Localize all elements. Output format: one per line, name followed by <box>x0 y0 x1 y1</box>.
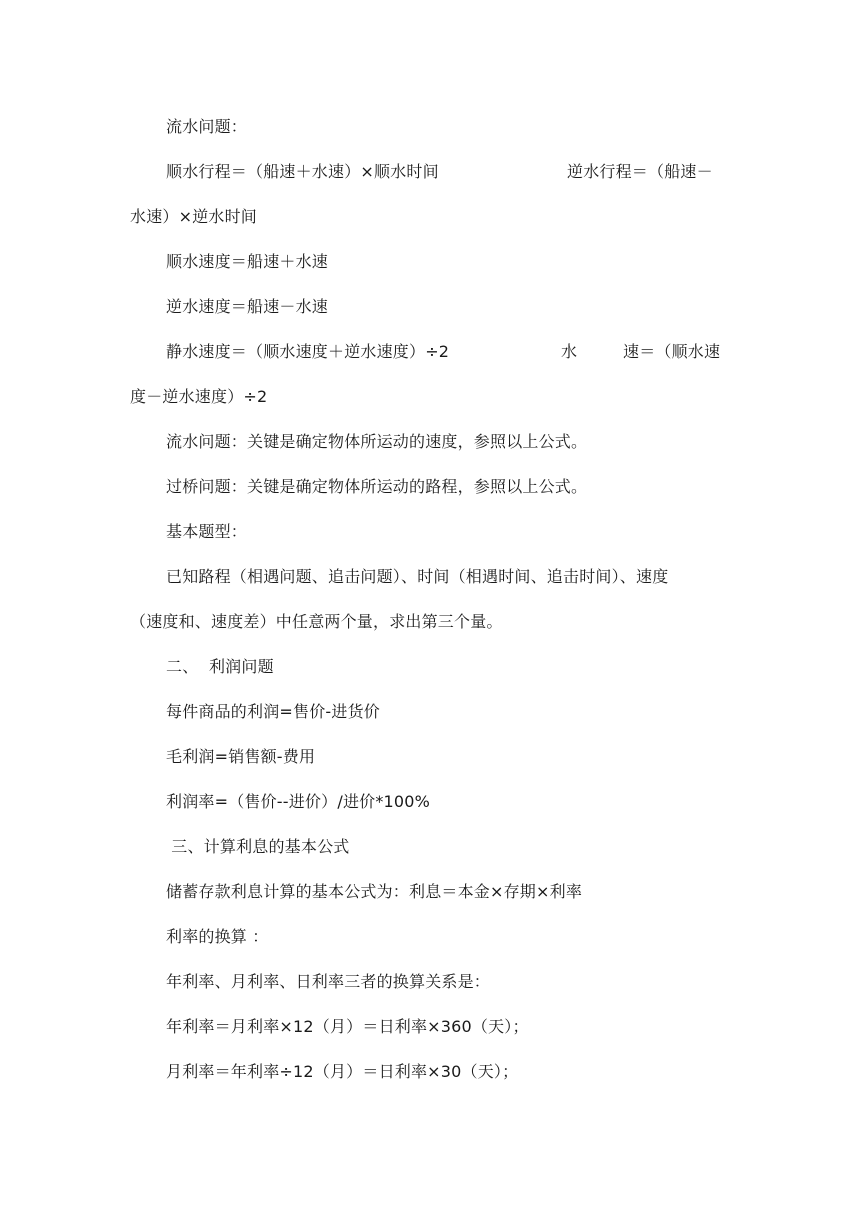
line-basic-types: 基本题型： <box>166 522 248 541</box>
line-annual-rate: 年利率＝月利率×12（月）＝日利率×360（天）； <box>166 1017 529 1036</box>
line-current-speed-end: 度－逆水速度）÷2 <box>130 387 268 406</box>
line-current-speed-label-2: 速＝（顺水速 <box>623 342 721 361</box>
line-rate-conversion: 利率的换算 ： <box>166 927 269 946</box>
section-heading-interest: 三、计算利息的基本公式 <box>166 837 350 856</box>
line-downstream-speed: 顺水速度＝船速＋水速 <box>166 252 329 271</box>
line-gross-profit: 毛利润=销售额-费用 <box>166 747 316 766</box>
line-still-water-speed: 静水速度＝（顺水速度＋逆水速度）÷2 <box>166 342 450 361</box>
line-profit-rate: 利润率=（售价--进价）/进价*100% <box>166 792 431 811</box>
section-heading-profit: 二、 利润问题 <box>166 657 274 676</box>
line-flow-problem-heading: 流水问题： <box>166 117 248 136</box>
line-current-speed-label-1: 水 <box>561 342 578 361</box>
line-conversion-relation: 年利率、月利率、日利率三者的换算关系是： <box>166 972 491 991</box>
line-upstream-distance-start: 逆水行程＝（船速－ <box>567 162 713 181</box>
line-bridge-key: 过桥问题：关键是确定物体所运动的路程，参照以上公式。 <box>166 477 588 496</box>
line-known-quantities: 已知路程（相遇问题、追击问题）、时间（相遇时间、追击时间）、速度 <box>166 567 669 586</box>
line-interest-formula: 储蓄存款利息计算的基本公式为：利息＝本金×存期×利率 <box>166 882 583 901</box>
line-known-quantities-cont: （速度和、速度差）中任意两个量，求出第三个量。 <box>130 612 503 631</box>
line-profit-per-item: 每件商品的利润=售价-进货价 <box>166 702 380 721</box>
line-flow-key: 流水问题：关键是确定物体所运动的速度，参照以上公式。 <box>166 432 588 451</box>
line-downstream-distance: 顺水行程＝（船速＋水速）×顺水时间 <box>166 162 439 181</box>
line-upstream-speed: 逆水速度＝船速－水速 <box>166 297 329 316</box>
line-monthly-rate: 月利率＝年利率÷12（月）＝日利率×30（天）； <box>166 1062 519 1081</box>
line-upstream-distance-end: 水速）×逆水时间 <box>130 207 258 226</box>
